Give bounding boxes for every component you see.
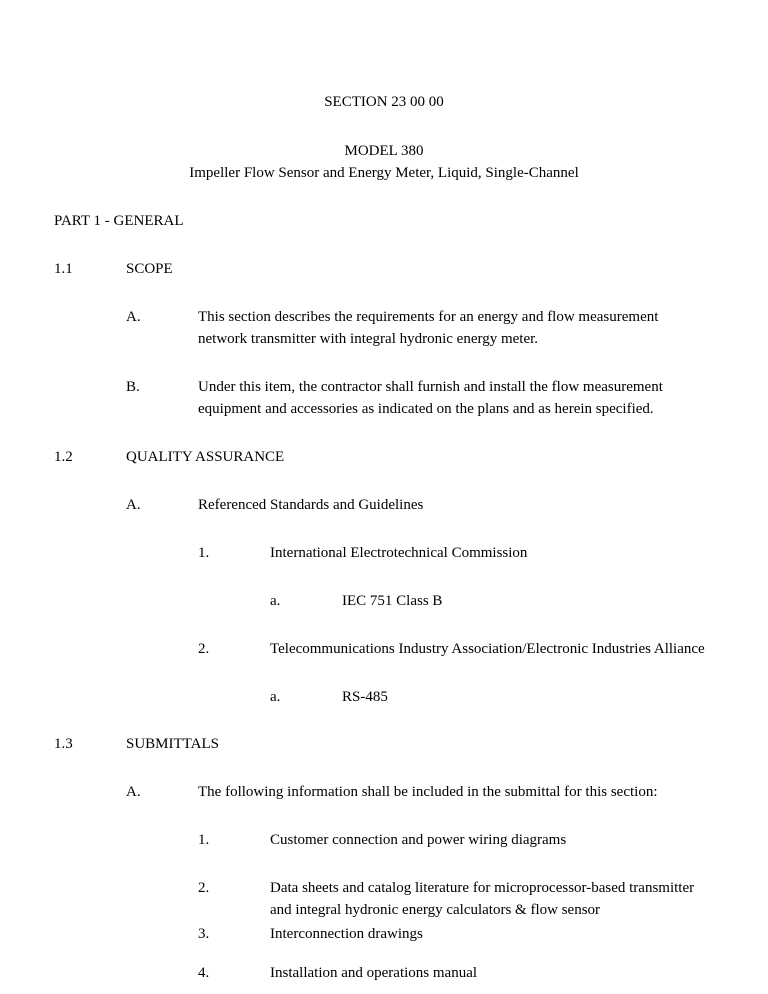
part-heading: PART 1 - GENERAL [54, 213, 184, 229]
list-label: 2. [198, 641, 210, 657]
section-number: SECTION 23 00 00 [324, 94, 444, 110]
submittals-item-a-2: Data sheets and catalog literature for microprocessor-based transmitter and integral hydronic energy calculators & flow sensor [270, 880, 695, 918]
list-label: A. [126, 497, 141, 513]
list-label: a. [270, 593, 281, 609]
list-label: 3. [198, 926, 210, 942]
scope-item-a: This section describes the requirements for an energy and flow measurement network transmitter with integral hydronic energy meter. [198, 309, 659, 347]
section-number-1-3: 1.3 [54, 736, 73, 752]
section-number-1-1: 1.1 [54, 261, 73, 277]
section-title-submittals: SUBMITTALS [126, 736, 219, 752]
qa-item-a-1-a: IEC 751 Class B [342, 593, 443, 609]
list-label: a. [270, 689, 281, 705]
list-label: 1. [198, 832, 210, 848]
submittals-item-a-4: Installation and operations manual [270, 965, 478, 981]
list-label: 2. [198, 880, 210, 896]
submittals-item-a: The following information shall be included in the submittal for this section: [198, 784, 658, 800]
qa-item-a: Referenced Standards and Guidelines [198, 497, 424, 513]
submittals-item-a-3: Interconnection drawings [270, 926, 423, 942]
list-label: A. [126, 309, 141, 325]
qa-item-a-1: International Electrotechnical Commission [270, 545, 528, 561]
section-title-scope: SCOPE [126, 261, 173, 277]
model-title: MODEL 380 [344, 143, 424, 159]
list-label: B. [126, 379, 140, 395]
list-label: 4. [198, 965, 210, 981]
submittals-item-a-1: Customer connection and power wiring diagrams [270, 832, 567, 848]
qa-item-a-2-a: RS-485 [342, 689, 388, 705]
section-title-quality-assurance: QUALITY ASSURANCE [126, 449, 285, 465]
document-subtitle: Impeller Flow Sensor and Energy Meter, Liquid, Single-Channel [189, 165, 579, 181]
section-number-1-2: 1.2 [54, 449, 73, 465]
list-label: A. [126, 784, 141, 800]
list-label: 1. [198, 545, 210, 561]
qa-item-a-2: Telecommunications Industry Association/Electronic Industries Alliance [270, 641, 705, 657]
scope-item-b: Under this item, the contractor shall furnish and install the flow measurement equipment and accessories as indicated on the plans and as herein specified. [198, 379, 663, 417]
